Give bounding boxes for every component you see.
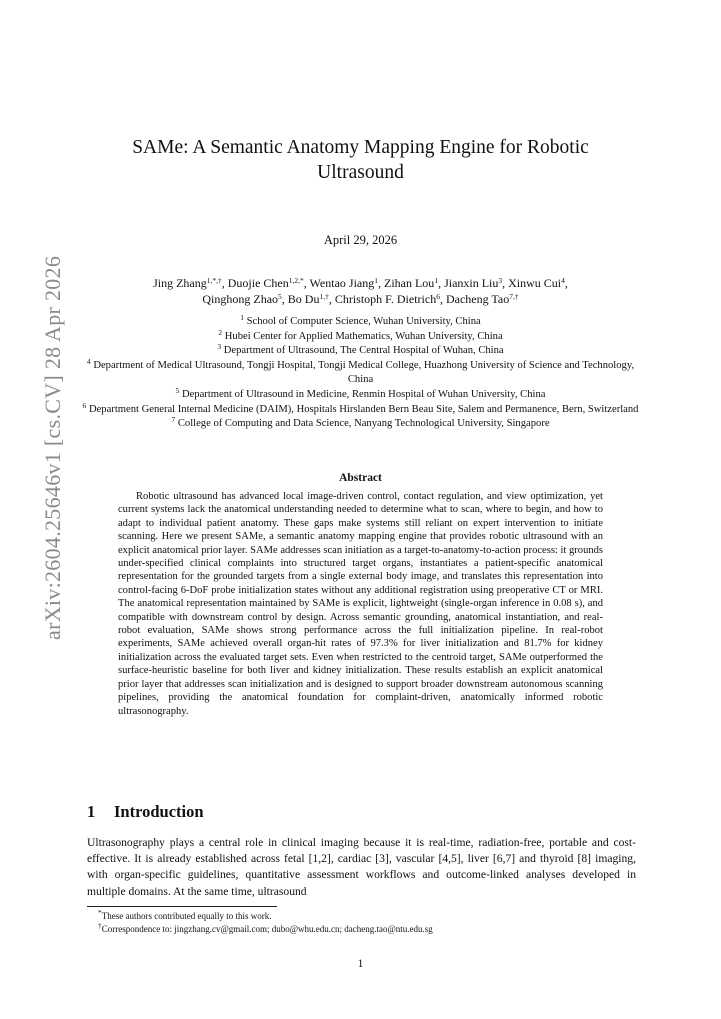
arxiv-identifier: arXiv:2604.25646v1 [cs.CV] 28 Apr 2026 bbox=[40, 255, 65, 640]
section-title: Introduction bbox=[114, 802, 204, 821]
section-number: 1 bbox=[87, 802, 96, 821]
author: Bo $Du^{1,\dagger}$ bbox=[287, 292, 329, 306]
affiliation: $^5$ Department of Ultrasound in Medicine, Renmin Hospital of Wuhan University, China bbox=[175, 385, 546, 400]
author: Christoph F. Dietrich$^6$ bbox=[334, 292, 440, 306]
author: Zihan Lou$^1$ bbox=[383, 276, 439, 290]
title-line-1: SAMe: A Semantic Anatomy Mapping Engine for Robotic bbox=[132, 137, 589, 158]
author-list: Jing Zhang$^{1,*,\dagger}$, Duojie Chen$^{1,2,*}$, Wentao Jiang$^1$, Zihan Lou$^1$, Jianxin Liu$^3$, Xinwu Cui$^4$, Qinghong Zhao$^5$, Bo $Du^{1,\dagger}$, Christoph F. Dietrich$^6$, Dacheng Tao$^{7,\dagger}$ bbox=[153, 276, 568, 306]
affiliation-list bbox=[82, 315, 639, 432]
abstract-body: Robotic ultrasound has advanced local image-driven control, contact regulation, and view optimization, yet current systems lack the anatomical understanding needed to determine what to scan, where to begin, and how to adapt to individual patient anatomy. These gaps make systems still reliant on expert intervention to initiate scanning. Here we present SAMe, a semantic anatomy mapping engine that provides robotic ultrasound with an explicit anatomical prior layer. SAMe addresses scan initiation as a target-to-anatomy-to-action process: it grounds under-specified clinical complaints into structured target organs, instantiates a patient-specific anatomical representation for the grounded targets from a single external body image, and translates this representation into control-facing 6-DoF probe initialization states without any additional registration using preoperative CT or MRI. The anatomical representation maintained by SAMe is explicit, lightweight (single-organ inference in 0.08 s), and compatible with downstream control by design. Across semantic grounding, anatomical instantiation, and real-robot evaluation, SAMe shows strong performance across the full initialization pipeline. In real-robot experiments, SAMe achieved overall organ-hit rates of 97.3% for liver initialization and 81.7% for kidney initialization across the evaluated target sets. Even when restricted to the centroid target, SAMe outperformed the surface-heuristic baseline for both liver and kidney initialization. These results establish an explicit anatomical prior layer that addresses scan initialization and is designed to support broader downstream autonomous scanning pipelines, providing the anatomical foundation for complaint-driven, anatomically informed robotic ultrasonography. bbox=[118, 491, 603, 717]
author: Duojie Chen$^{1,2,*}$ bbox=[227, 276, 304, 290]
author: Jianxin Liu$^3$ bbox=[444, 276, 503, 290]
footnote-divider bbox=[87, 906, 277, 907]
paper-title bbox=[100, 135, 621, 185]
affiliation: $^3$ Department of Ultrasound, The Central Hospital of Wuhan, China bbox=[217, 342, 504, 357]
affiliation: $^7$ College of Computing and Data Science, Nanyang Technological University, Singapore bbox=[171, 415, 550, 430]
paper-date: April 29, 2026 bbox=[323, 233, 398, 247]
author: Wentao Jiang$^1$ bbox=[309, 276, 378, 290]
author: Dacheng Tao$^{7,\dagger}$ bbox=[445, 292, 519, 306]
intro-paragraph: Ultrasonography plays a central role in clinical imaging because it is real-time, radiation-free, portable and cost-effective. It is already established across fetal [1,2], cardiac [3], vascular [4,5], liver [6,7] and thyroid [8] imaging, with organ-specific guidelines, quantitative assessment workflows and outcome-linked analyses developed in multiple domains. At the same time, ultrasound bbox=[87, 836, 636, 898]
author: Jing Zhang$^{1,*,\dagger}$ bbox=[153, 276, 222, 290]
affiliation: $^6$ Department General Internal Medicine (DAIM), Hospitals Hirslanden Bern Beau Site, Salem and Permanence, Bern, Switzerland bbox=[82, 400, 639, 415]
footnotes bbox=[98, 910, 433, 935]
section-heading bbox=[87, 802, 204, 822]
abstract-heading: Abstract bbox=[339, 472, 382, 484]
affiliation: $^4$ Department of Medical Ultrasound, Tongji Hospital, Tongji Medical College, Huazhong University of Science and Technology, China bbox=[86, 356, 635, 386]
title-line-2: Ultrasound bbox=[317, 162, 404, 183]
author: Xinwu Cui$^4$ bbox=[508, 276, 565, 290]
footnote: †Correspondence to: jingzhang.cv@gmail.com; dubo@whu.edu.cn; dacheng.tao@ntu.edu.sg bbox=[98, 920, 433, 934]
affiliation: $^1$ School of Computer Science, Wuhan University, China bbox=[240, 313, 481, 327]
page-number: 1 bbox=[357, 958, 364, 970]
footnote: *These authors contributed equally to this work. bbox=[98, 908, 272, 921]
affiliation: $^2$ Hubei Center for Applied Mathematics, Wuhan University, China bbox=[218, 327, 503, 342]
author: Qinghong Zhao$^5$ bbox=[202, 292, 282, 306]
